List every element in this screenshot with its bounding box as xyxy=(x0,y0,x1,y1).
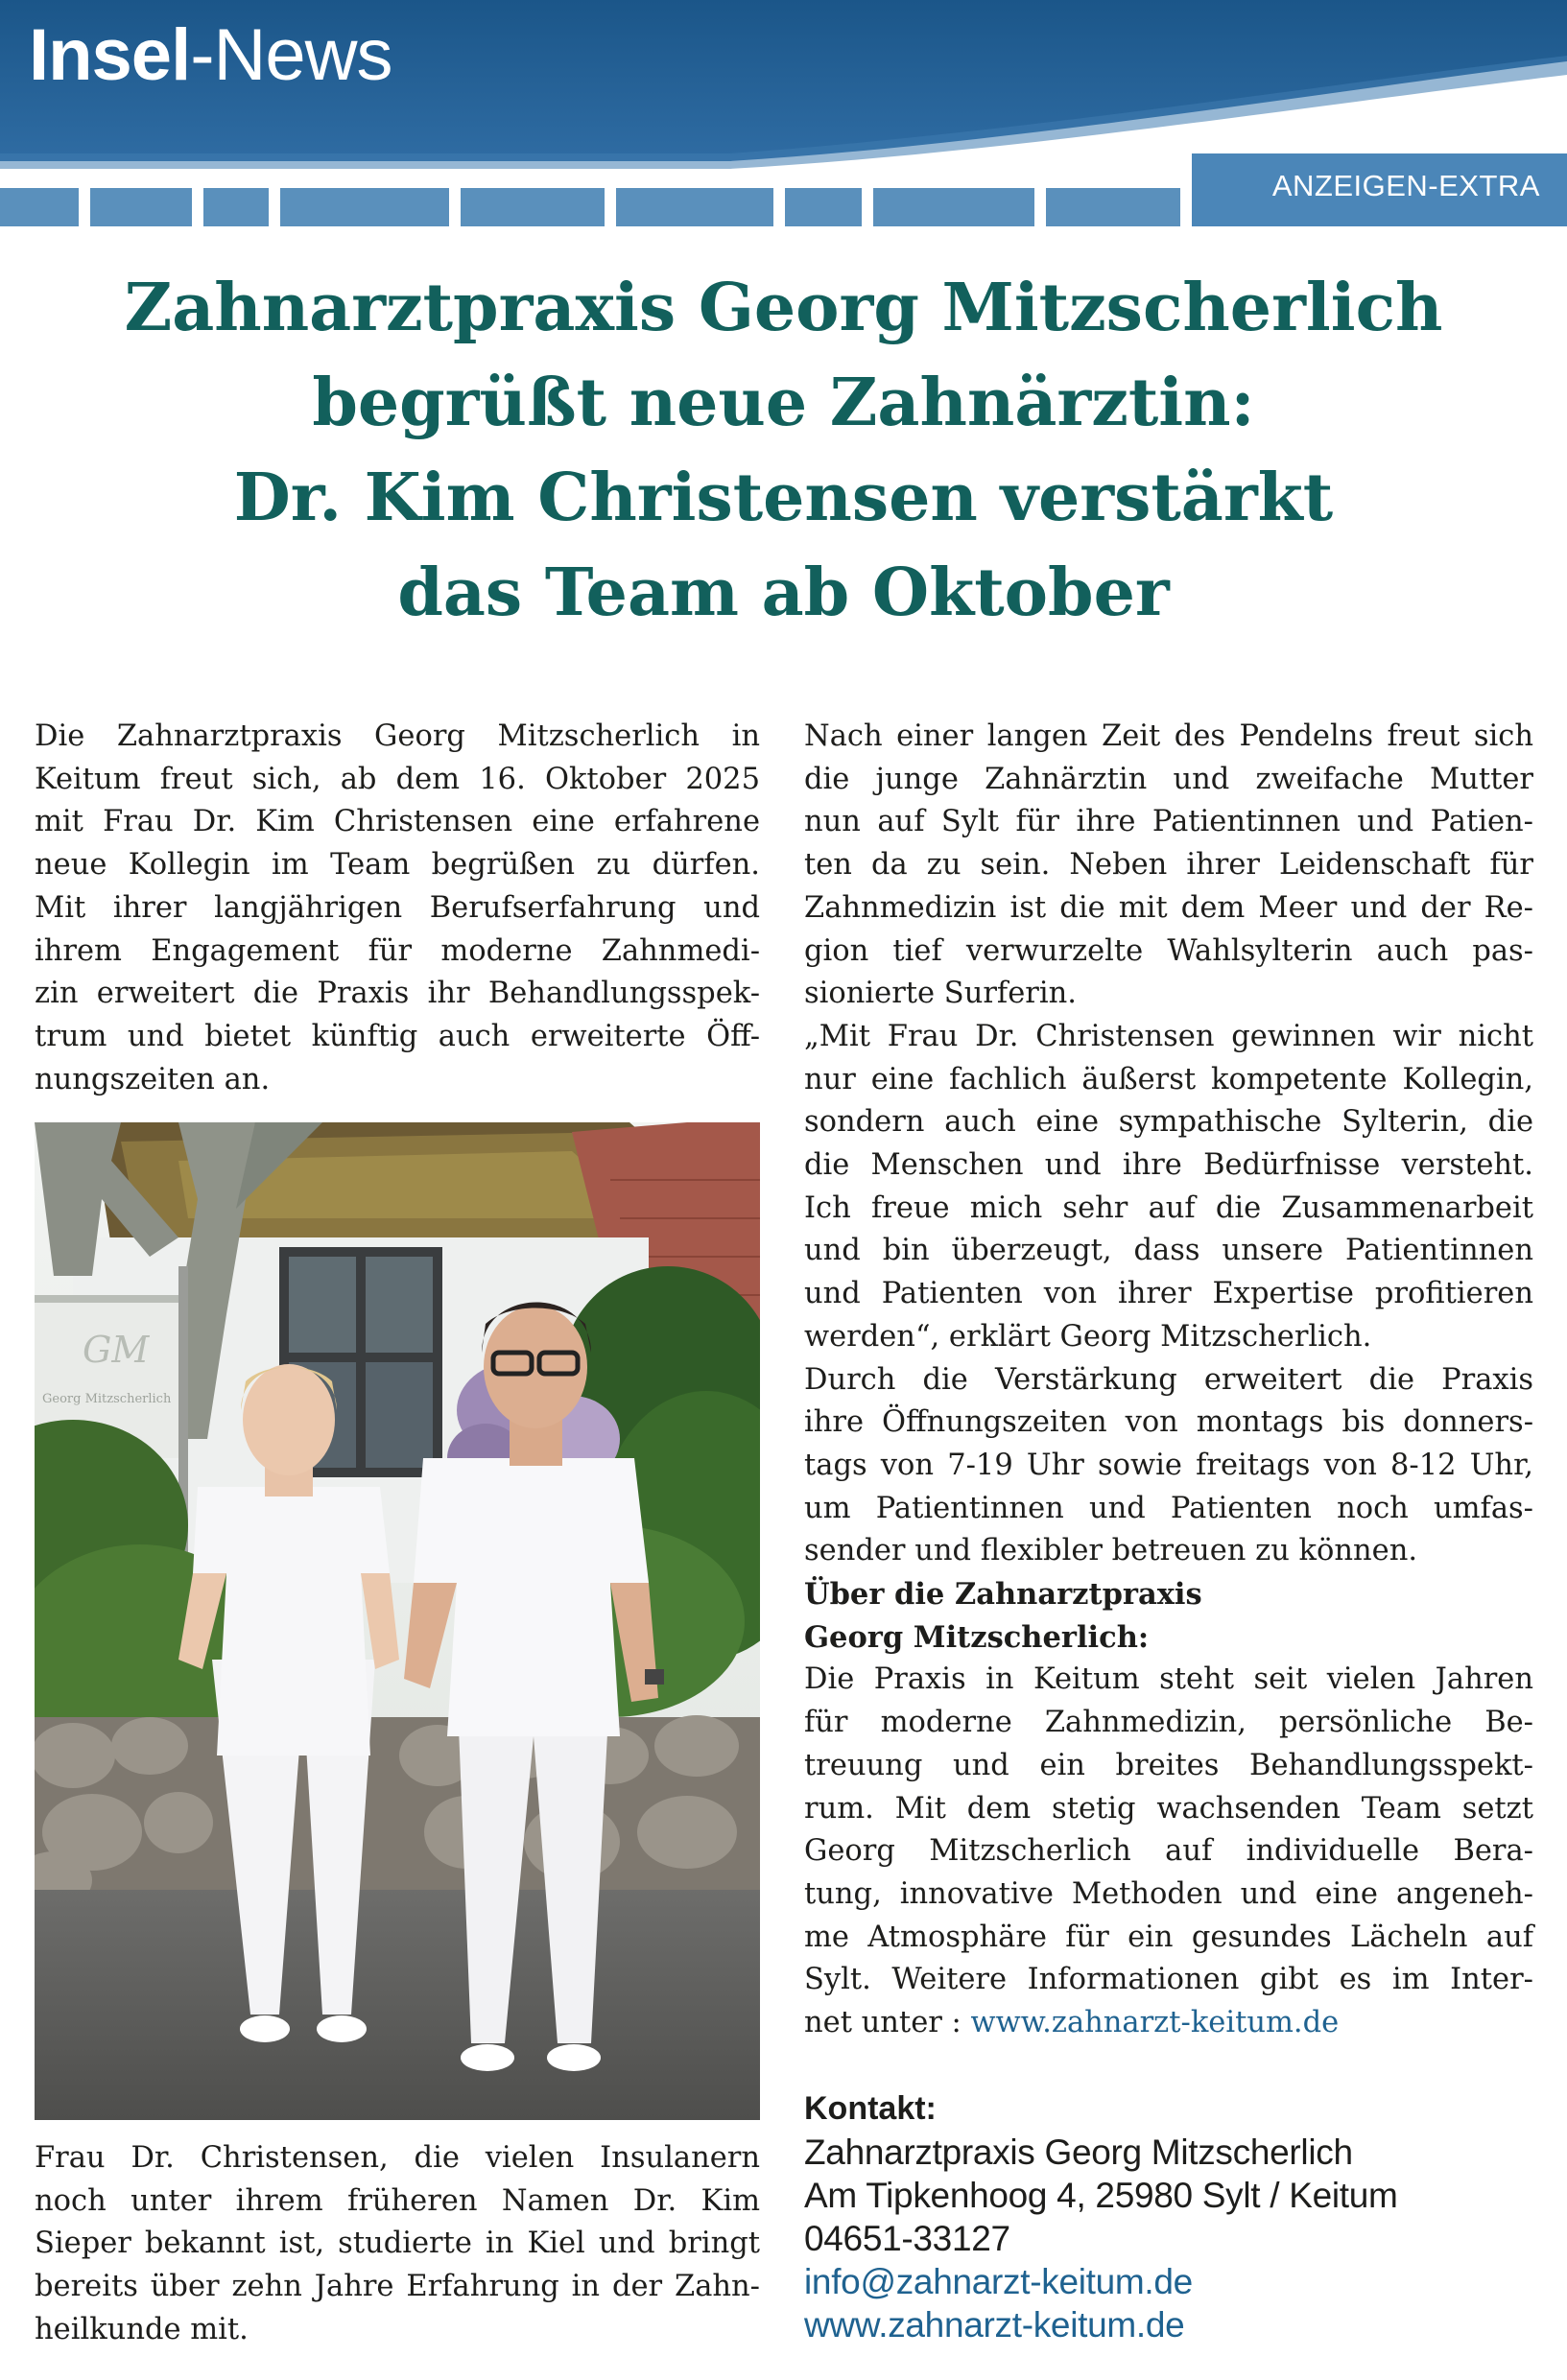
contact-phone: 04651-33127 xyxy=(804,2219,1010,2258)
headline-line: begrüßt neue Zahnärztin: xyxy=(312,365,1255,441)
paragraph-opening-hours xyxy=(804,1359,1533,1574)
text-line: nur eine fachlich äußerst kompetente Kollegin, xyxy=(804,1062,1533,1096)
text-line: Sieper bekannt ist, studierte in Kiel und bringt xyxy=(35,2227,760,2261)
text-line: Mit ihrer langjährigen Berufserfahrung und xyxy=(35,890,760,925)
text-line: sionierte Surferin. xyxy=(804,977,1077,1011)
text-line: nun auf Sylt für ihre Patientinnen und Patien- xyxy=(804,805,1533,839)
text-line: tung, innovative Methoden und eine angeneh- xyxy=(804,1876,1533,1911)
text-line: Die Praxis in Keitum steht seit vielen Jahren xyxy=(804,1662,1533,1697)
contact-web-link[interactable]: www.zahnarzt-keitum.de xyxy=(804,2305,1185,2345)
website-link[interactable]: www.zahnarzt-keitum.de xyxy=(970,2006,1340,2040)
text-line: sondern auch eine sympathische Sylterin, die xyxy=(804,1105,1533,1140)
team-photo xyxy=(35,1122,760,2120)
section-label: ANZEIGEN-EXTRA xyxy=(1271,169,1540,202)
text-line: um Patientinnen und Patienten noch umfas- xyxy=(804,1491,1533,1525)
sign-name: Georg Mitzscherlich xyxy=(42,1392,172,1406)
text-line: und bin überzeugt, dass unsere Patientinnen xyxy=(804,1234,1533,1268)
text-line: Georg Mitzscherlich auf individuelle Bera- xyxy=(804,1834,1533,1869)
paragraph-quote xyxy=(804,1016,1533,1359)
logo-light: -News xyxy=(190,14,392,96)
text-line: Über die Zahnarztpraxis xyxy=(804,1577,1202,1613)
text-line: tags von 7-19 Uhr sowie freitags von 8-12 Uhr, xyxy=(804,1448,1533,1482)
paragraph-about xyxy=(804,1659,1533,2044)
team-photo-illustration xyxy=(35,1122,760,2120)
text-line: Zahnmedizin ist die mit dem Meer und der Re- xyxy=(804,890,1533,925)
text-line: die junge Zahnärztin und zweifache Mutter xyxy=(804,762,1533,796)
text-line: und Patienten von ihrer Expertise profitieren xyxy=(804,1277,1533,1311)
paragraph-commute xyxy=(804,716,1533,1016)
headline-line: Dr. Kim Christensen verstärkt xyxy=(233,460,1334,536)
text-line: Die Zahnarztpraxis Georg Mitzscherlich in xyxy=(35,719,760,753)
headline xyxy=(38,261,1529,641)
logo xyxy=(29,14,392,96)
text-line: neue Kollegin im Team begrüßen zu dürfen. xyxy=(35,848,760,883)
text-line: ihre Öffnungszeiten von montags bis donners- xyxy=(804,1405,1533,1440)
text-line: Keitum freut sich, ab dem 16. Oktober 2025 xyxy=(35,762,760,796)
text-line: nungszeiten an. xyxy=(35,1062,271,1096)
text-line: gion tief verwurzelte Wahlsylterin auch pas- xyxy=(804,933,1533,968)
text-line: Georg Mitzscherlich: xyxy=(804,1619,1150,1655)
text-line: me Atmosphäre für ein gesundes Lächeln auf xyxy=(804,1920,1533,1954)
about-last-prefix: net unter : xyxy=(804,2006,971,2040)
text-line: trum und bietet künftig auch erweiterte Öff- xyxy=(35,1019,760,1053)
text-line: Nach einer langen Zeit des Pendelns freut sich xyxy=(804,719,1533,753)
text-line: „Mit Frau Dr. Christensen gewinnen wir nicht xyxy=(804,1019,1533,1053)
text-line: ihrem Engagement für moderne Zahnmedi- xyxy=(35,933,760,968)
sign-monogram: GM xyxy=(83,1329,150,1371)
text-line: heilkunde mit. xyxy=(35,2312,249,2346)
text-line xyxy=(804,2002,1533,2045)
text-line: die Menschen und ihre Bedürfnisse versteht. xyxy=(804,1148,1533,1183)
text-line: Frau Dr. Christensen, die vielen Insulanern xyxy=(35,2141,760,2175)
headline-line: Zahnarztpraxis Georg Mitzscherlich xyxy=(124,270,1443,346)
masthead xyxy=(0,0,1567,226)
about-heading xyxy=(804,1573,1533,1659)
text-line: zin erweitert die Praxis ihr Behandlungsspek- xyxy=(35,977,760,1011)
text-line: für moderne Zahnmedizin, persönliche Be- xyxy=(804,1706,1533,1740)
text-line: mit Frau Dr. Kim Christensen eine erfahrene xyxy=(35,805,760,839)
contact-email-link[interactable]: info@zahnarzt-keitum.de xyxy=(804,2262,1193,2301)
contact-name: Zahnarztpraxis Georg Mitzscherlich xyxy=(804,2133,1353,2172)
text-line: Durch die Verstärkung erweitert die Praxis xyxy=(804,1362,1533,1397)
contact-heading: Kontakt: xyxy=(804,2090,937,2127)
text-line: treuung und ein breites Behandlungsspekt- xyxy=(804,1748,1533,1782)
text-line: ten da zu sein. Neben ihrer Leidenschaft für xyxy=(804,848,1533,883)
contact-address: Am Tipkenhoog 4, 25980 Sylt / Keitum xyxy=(804,2176,1398,2215)
text-line: Sylt. Weitere Informationen gibt es im Inter- xyxy=(804,1963,1533,1997)
text-line: rum. Mit dem stetig wachsenden Team setzt xyxy=(804,1791,1533,1826)
text-line: bereits über zehn Jahre Erfahrung in der Zahn- xyxy=(35,2270,760,2304)
text-line: werden“, erklärt Georg Mitzscherlich. xyxy=(804,1319,1372,1354)
headline-line: das Team ab Oktober xyxy=(397,554,1170,631)
intro-paragraph xyxy=(35,716,760,1101)
text-line: sender und flexibler betreuen zu können. xyxy=(804,1534,1418,1568)
logo-bold: Insel xyxy=(29,14,191,96)
contact-block xyxy=(804,2086,1533,2346)
text-line: Ich freue mich sehr auf die Zusammenarbeit xyxy=(804,1190,1533,1225)
photo-caption xyxy=(35,2137,760,2352)
text-line: noch unter ihrem früheren Namen Dr. Kim xyxy=(35,2183,760,2218)
right-column xyxy=(804,716,1533,2045)
